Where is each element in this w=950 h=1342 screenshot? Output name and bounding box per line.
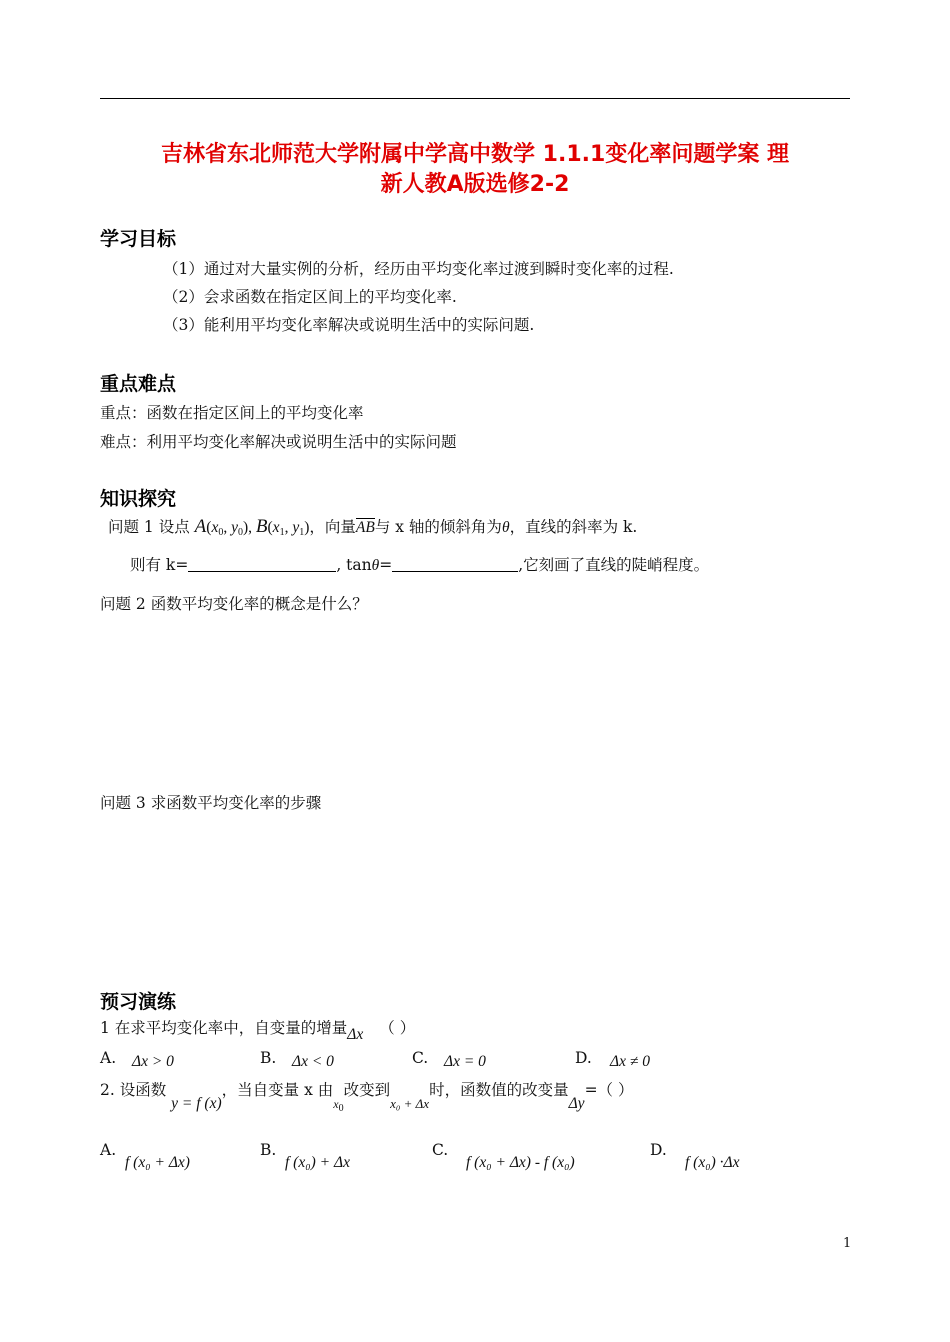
q1-line2-c: =: [379, 556, 393, 574]
vector-ab: AB: [356, 517, 375, 539]
q2-option-d-label: D.: [650, 1141, 667, 1159]
question-3: 问题 3 求函数平均变化率的步骤: [100, 794, 322, 812]
practice-q2-a: 2. 设函数: [100, 1081, 167, 1099]
practice-heading: 预习演练: [100, 991, 177, 1013]
q1-suffix-a: 与 x 轴的倾斜角为: [374, 518, 502, 536]
slope-blank[interactable]: [188, 557, 336, 572]
practice-q1-text: 1 在求平均变化率中，自变量的增量: [100, 1019, 348, 1037]
q1-mid: ，向量: [309, 518, 356, 536]
page-number: 1: [843, 1236, 852, 1251]
focus-point: 重点：函数在指定区间上的平均变化率: [100, 404, 364, 422]
title-line-1: 吉林省东北师范大学附属中学高中数学 1.1.1变化率问题学案 理: [161, 142, 789, 167]
practice-q2-c: 改变到: [343, 1081, 391, 1099]
q2-option-c: f (x₀ + Δx) - f (x₀): [466, 1154, 575, 1171]
point-b-expr: $B(x_1$, $y_1$): [255, 516, 310, 538]
q2-option-b: f (x₀) + Δx: [285, 1154, 350, 1171]
q1-option-d: Δx ≠ 0: [610, 1053, 650, 1070]
difficulty-point: 难点：利用平均变化率解决或说明生活中的实际问题: [100, 433, 457, 451]
q1-prefix: 问题 1 设点: [108, 518, 190, 536]
q1-option-d-label: D.: [575, 1049, 592, 1067]
practice-q2: [100, 1079, 634, 1114]
q1-suffix-b: ，直线的斜率为 k.: [509, 518, 638, 536]
goal-item-1: （1）通过对大量实例的分析，经历由平均变化率过渡到瞬时变化率的过程.: [163, 260, 674, 278]
goals-heading: 学习目标: [100, 228, 177, 250]
q2-option-a: f (x₀ + Δx): [125, 1154, 190, 1171]
theta-symbol-2: θ: [371, 557, 380, 574]
x0-plus-dx: x₀ + Δx: [390, 1096, 430, 1111]
q1-option-b: Δx < 0: [292, 1053, 334, 1070]
question-1-line-2: [130, 554, 709, 577]
title-line-2: 新人教A版选修2-2: [380, 172, 570, 197]
q2-option-d: f (x₀) ·Δx: [685, 1154, 740, 1171]
header-rule: [100, 98, 850, 99]
practice-q2-d: 时，函数值的改变量: [429, 1081, 569, 1099]
explore-heading: 知识探究: [100, 488, 177, 510]
q1-option-c-label: C.: [412, 1049, 429, 1067]
practice-q2-b: ，当自变量 x 由: [221, 1081, 334, 1099]
tan-blank[interactable]: [392, 557, 518, 572]
q1-option-a-label: A.: [100, 1049, 117, 1067]
q2-option-a-label: A.: [100, 1141, 117, 1159]
q1-line2-a: 则有 k=: [130, 556, 189, 574]
delta-x: Δx: [347, 1026, 364, 1043]
q1-line2-d: ,它刻画了直线的陡峭程度。: [518, 556, 710, 574]
document-title: [100, 140, 850, 200]
goal-item-2: （2）会求函数在指定区间上的平均变化率.: [163, 288, 457, 306]
q1-option-c: Δx = 0: [444, 1053, 486, 1070]
question-1-line-1: 问题 1 设点 $A(x_0$, $y_0$), $B(x_1$, $y_1$)，向量AB与 x 轴的倾斜角为θ，直线的斜率为 k.: [108, 516, 638, 538]
q1-line2-b: , tan: [336, 556, 372, 574]
function-expr: y = f (x): [171, 1095, 222, 1112]
q2-option-b-label: B.: [260, 1141, 277, 1159]
practice-q1: [100, 1017, 416, 1043]
practice-q2-e: =（ ）: [584, 1081, 634, 1099]
x0-expr: x0: [333, 1097, 344, 1114]
practice-q1-paren: （ ）: [379, 1019, 416, 1037]
keypoints-heading: 重点难点: [100, 373, 177, 395]
q1-option-a: Δx > 0: [132, 1053, 174, 1070]
goal-item-3: （3）能利用平均变化率解决或说明生活中的实际问题.: [163, 316, 535, 334]
theta-symbol: θ: [501, 519, 510, 536]
q1-option-b-label: B.: [260, 1049, 277, 1067]
point-a-expr: $A(x_0$, $y_0$): [194, 516, 249, 538]
question-2: 问题 2 函数平均变化率的概念是什么？: [100, 595, 368, 613]
q2-option-c-label: C.: [432, 1141, 449, 1159]
delta-y: Δy: [568, 1095, 585, 1112]
